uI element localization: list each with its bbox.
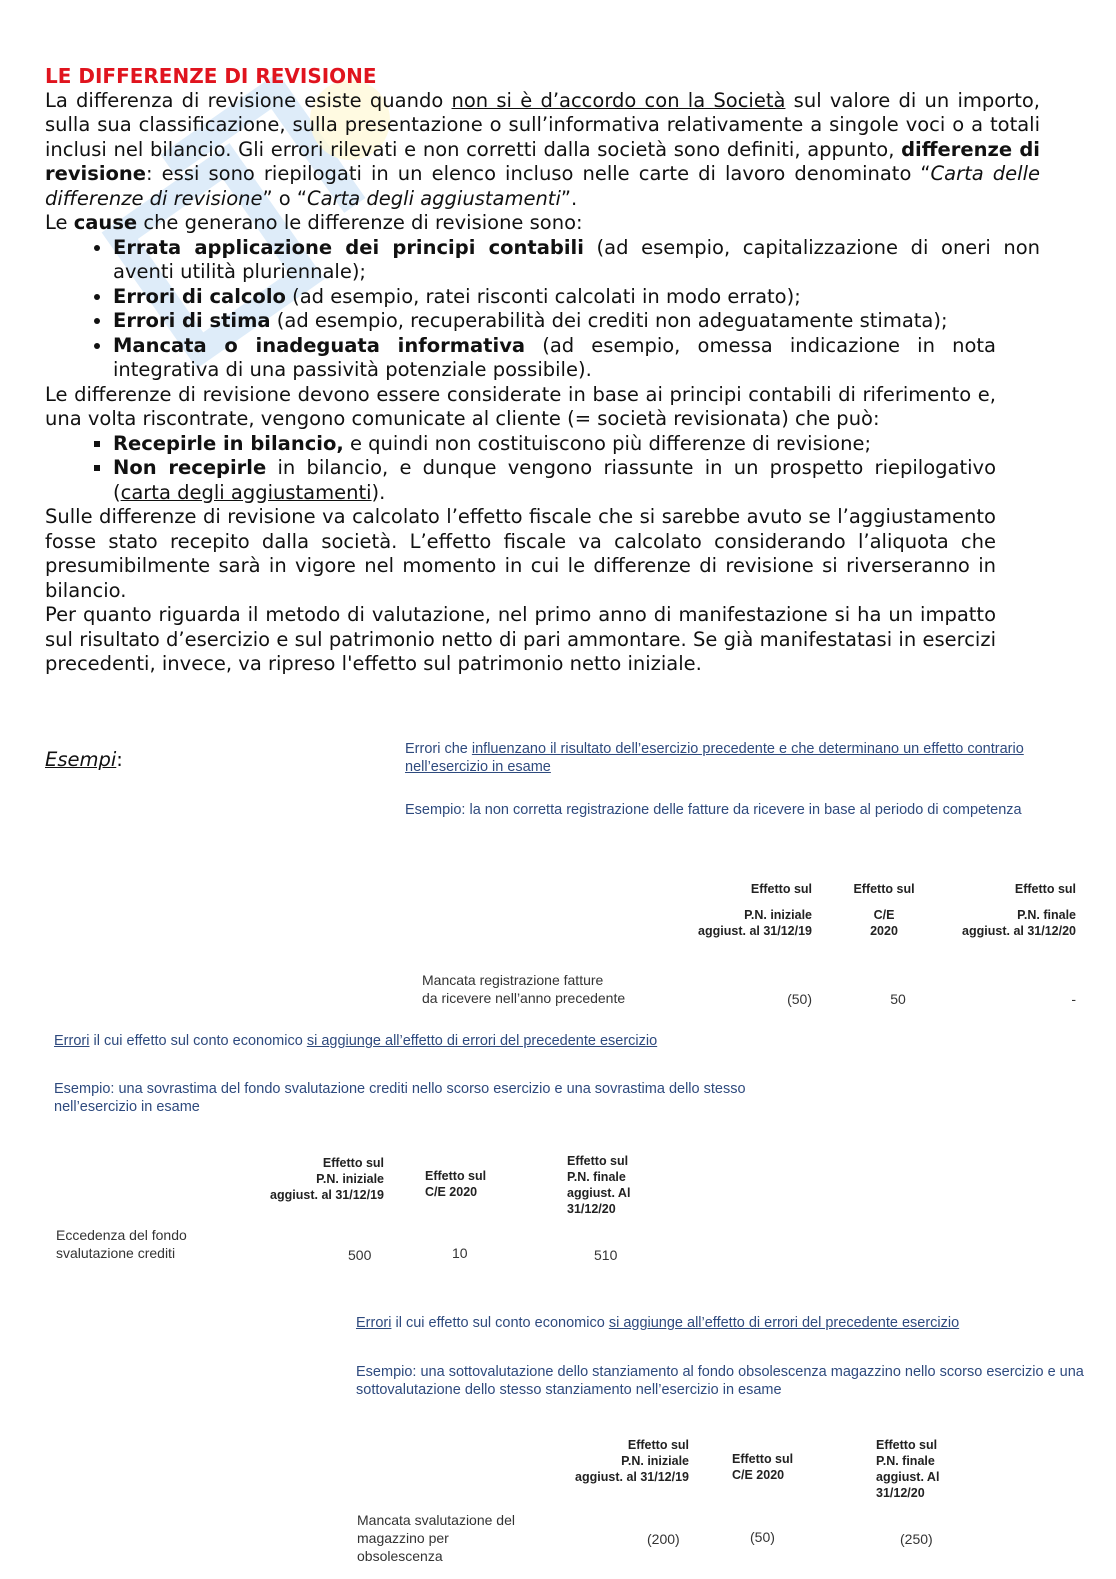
ex3-row-label: Mancata svalutazione del magazzino per obsolescenza: [357, 1512, 515, 1564]
list-item: ▪ Non recepirle in bilancio, e dunque vengono riassunte in un prospetto riepilogativo (carta degli aggiustamenti).: [113, 456, 996, 505]
ex1-row-label: Mancata registrazione fatture da ricevere nell’anno precedente: [422, 972, 626, 1006]
document-body: [45, 64, 1040, 677]
intro-paragraph: La differenza di revisione esiste quando non si è d’accordo con la Società sul valore di un importo, sulla sua classificazione, sulla presentazione o sull’informativa relativamente a singole voci o a totali inclusi nel bilancio. Gli errori rilevati e non corretti dalla società sono definiti, appunto, differenze di revisione: essi sono riepilogati in un elenco incluso nelle carte di lavoro denominato “Carta delle differenze di revisione” o “Carta degli aggiustamenti”.: [45, 88, 1040, 210]
examples-label: Esempi:: [45, 748, 123, 771]
ex1-col2-header: Effetto sul C/E 2020: [853, 882, 915, 938]
ex2-col1-header: Effetto sul P.N. iniziale aggiust. al 31/12/19: [270, 1156, 384, 1202]
list-item: • Errori di stima (ad esempio, recuperabilità dei crediti non adeguatamente stimata);: [113, 309, 1040, 334]
ex1-value-ce: 50: [890, 991, 906, 1007]
ex1-col3-header: Effetto sul P.N. finale aggiust. al 31/12/20: [962, 882, 1076, 938]
ex3-col3-header: Effetto sul P.N. finale aggiust. Al 31/12/20: [876, 1438, 940, 1500]
list-item: ▪ Recepirle in bilancio, e quindi non costituiscono più differenze di revisione;: [113, 432, 996, 457]
paragraph-considerations: Le differenze di revisione devono essere considerate in base ai principi contabili di riferimento e, una volta riscontrate, vengono comunicate al cliente (= società revisionata) che può:: [45, 382, 996, 430]
ex3-value-pn-initial: (200): [647, 1531, 680, 1547]
causes-intro: Le cause che generano le differenze di revisione sono:: [45, 211, 583, 234]
causes-list: [45, 236, 1040, 383]
ex1-col1-header: Effetto sul P.N. iniziale aggiust. al 31/12/19: [698, 882, 812, 938]
ex3-value-ce: (50): [750, 1529, 775, 1545]
list-item: • Errori di calcolo (ad esempio, ratei risconti calcolati in modo errato);: [113, 285, 1040, 310]
ex2-value-ce: 10: [452, 1245, 468, 1261]
example2-description: Esempio: una sovrastima del fondo svalutazione crediti nello scorso esercizio e una sovrastima dello stesso nell’esercizio in esame: [54, 1081, 746, 1115]
example1-description: Esempio: la non corretta registrazione delle fatture da ricevere in base al periodo di competenza: [405, 802, 1022, 818]
ex2-value-pn-initial: 500: [348, 1247, 372, 1263]
example2-heading: Errori il cui effetto sul conto economico si aggiunge all’effetto di errori del precedente esercizio: [54, 1033, 658, 1049]
example1-heading: Errori che influenzano il risultato dell’esercizio precedente e che determinano un effetto contrario nell’esercizio in esame: [405, 741, 1024, 775]
paragraph-tax-effect: Sulle differenze di revisione va calcolato l’effetto fiscale che si sarebbe avuto se l’aggiustamento fosse stato recepito dalla società. L’effetto fiscale va calcolato considerando l’aliquota che presumibilmente sarà in vigore nel momento in cui le differenze di revisione si riverseranno in bilancio.: [45, 505, 996, 602]
ex3-value-pn-final: (250): [900, 1531, 933, 1547]
list-item: • Errata applicazione dei principi contabili (ad esempio, capitalizzazione di oneri non aventi utilità pluriennale);: [113, 236, 1040, 285]
paragraph-valuation: Per quanto riguarda il metodo di valutazione, nel primo anno di manifestazione si ha un impatto sul risultato d’esercizio e sul patrimonio netto di pari ammontare. Se già manifestatasi in esercizi precedenti, invece, va ripreso l'effetto sul patrimonio netto iniziale.: [45, 603, 996, 675]
ex1-value-pn-initial: (50): [787, 991, 812, 1007]
ex1-value-pn-final: -: [1071, 991, 1076, 1007]
ex3-col2-header: Effetto sul C/E 2020: [732, 1452, 794, 1482]
example3-description: Esempio: una sottovalutazione dello stanziamento al fondo obsolescenza magazzino nello scorso esercizio e una sottovalutazione dello stesso stanziamento nell’esercizio in esame: [356, 1364, 1084, 1398]
page-title: LE DIFFERENZE DI REVISIONE: [45, 64, 377, 88]
ex2-value-pn-final: 510: [594, 1247, 618, 1263]
list-item: • Mancata o inadeguata informativa (ad esempio, omessa indicazione in nota integrativa di una passività potenziale possibile).: [113, 334, 996, 383]
ex2-col2-header: Effetto sul C/E 2020: [425, 1169, 487, 1199]
example3-heading: Errori il cui effetto sul conto economico si aggiunge all’effetto di errori del precedente esercizio: [356, 1315, 960, 1331]
options-list: [45, 432, 996, 506]
ex2-row-label: Eccedenza del fondo svalutazione crediti: [56, 1227, 187, 1261]
ex2-col3-header: Effetto sul P.N. finale aggiust. Al 31/12/20: [567, 1154, 631, 1216]
ex3-col1-header: Effetto sul P.N. iniziale aggiust. al 31/12/19: [575, 1438, 689, 1484]
